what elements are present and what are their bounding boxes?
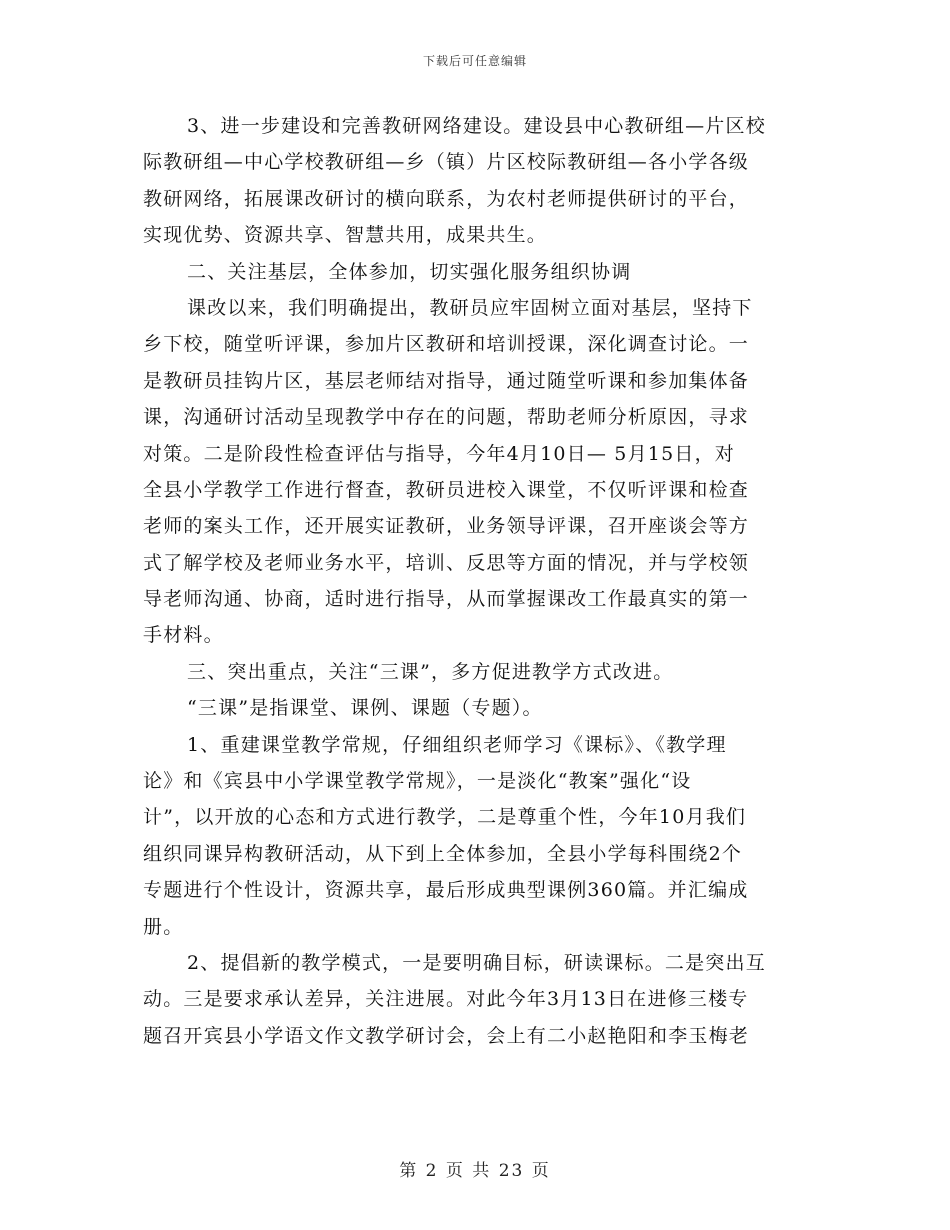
text-line: 组织同课异构教研活动，从下到上全体参加，全县小学每科围绕2个 bbox=[143, 842, 743, 865]
text-line: 课改以来，我们明确提出，教研员应牢固树立面对基层，坚持下 bbox=[187, 296, 753, 319]
text-line: 导老师沟通、协商，适时进行指导，从而掌握课改工作最真实的第一 bbox=[143, 588, 750, 611]
text-line: 专题进行个性设计，资源共享，最后形成典型课例360篇。并汇编成 bbox=[143, 879, 749, 902]
text-line: 题召开宾县小学语文作文教学研讨会，会上有二小赵艳阳和李玉梅老 bbox=[143, 1024, 750, 1047]
text-line: 实现优势、资源共享、智慧共用，成果共生。 bbox=[143, 224, 548, 247]
text-line: 对策。二是阶段性检查评估与指导，今年4月10日— 5月15日，对 bbox=[143, 442, 735, 465]
text-line: 全县小学教学工作进行督查，教研员进校入课堂，不仅听评课和检查 bbox=[143, 478, 750, 501]
text-line: 乡下校，随堂听评课，参加片区教研和培训授课，深化调查讨论。一 bbox=[143, 333, 750, 356]
section-heading: 三、突出重点，关注“三课”，多方促进教学方式改进。 bbox=[187, 660, 674, 683]
text-line: 课，沟通研讨活动呈现教学中存在的问题，帮助老师分析原因，寻求 bbox=[143, 406, 750, 429]
text-line: 计”，以开放的心态和方式进行教学，二是尊重个性，今年10月我们 bbox=[143, 806, 747, 829]
document-body bbox=[143, 108, 811, 1054]
text-line: 论》和《宾县中小学课堂教学常规》，一是淡化“教案”强化“设 bbox=[143, 770, 692, 793]
text-line: “三课”是指课堂、课例、课题（专题）。 bbox=[187, 697, 543, 720]
page-number: 第 2 页 共 23 页 bbox=[399, 1161, 551, 1181]
text-line: 3、进一步建设和完善教研网络建设。建设县中心教研组—片区校 bbox=[187, 115, 766, 137]
header-note: 下载后可任意编辑 bbox=[422, 54, 527, 68]
text-line: 动。三是要求承认差异，关注进展。对此今年3月13日在进修三楼专 bbox=[143, 988, 749, 1011]
text-line: 手材料。 bbox=[143, 624, 224, 647]
text-line: 2、提倡新的教学模式，一是要明确目标，研读课标。二是突出互 bbox=[187, 951, 766, 974]
text-line: 教研网络，拓展课改研讨的横向联系，为农村老师提供研讨的平台， bbox=[143, 187, 750, 210]
section-heading: 二、关注基层，全体参加，切实强化服务组织协调 bbox=[187, 260, 632, 283]
text-line: 老师的案头工作，还开展实证教研，业务领导评课，召开座谈会等方 bbox=[143, 515, 750, 538]
text-line: 1、重建课堂教学常规，仔细组织老师学习《课标》、《教学理 bbox=[187, 733, 727, 756]
text-line: 是教研员挂钩片区，基层老师结对指导，通过随堂听课和参加集体备 bbox=[143, 369, 750, 392]
text-line: 册。 bbox=[143, 915, 184, 938]
text-line: 式了解学校及老师业务水平，培训、反思等方面的情况，并与学校领 bbox=[143, 551, 750, 574]
text-line: 际教研组—中心学校教研组—乡（镇）片区校际教研组—各小学各级 bbox=[143, 151, 750, 174]
